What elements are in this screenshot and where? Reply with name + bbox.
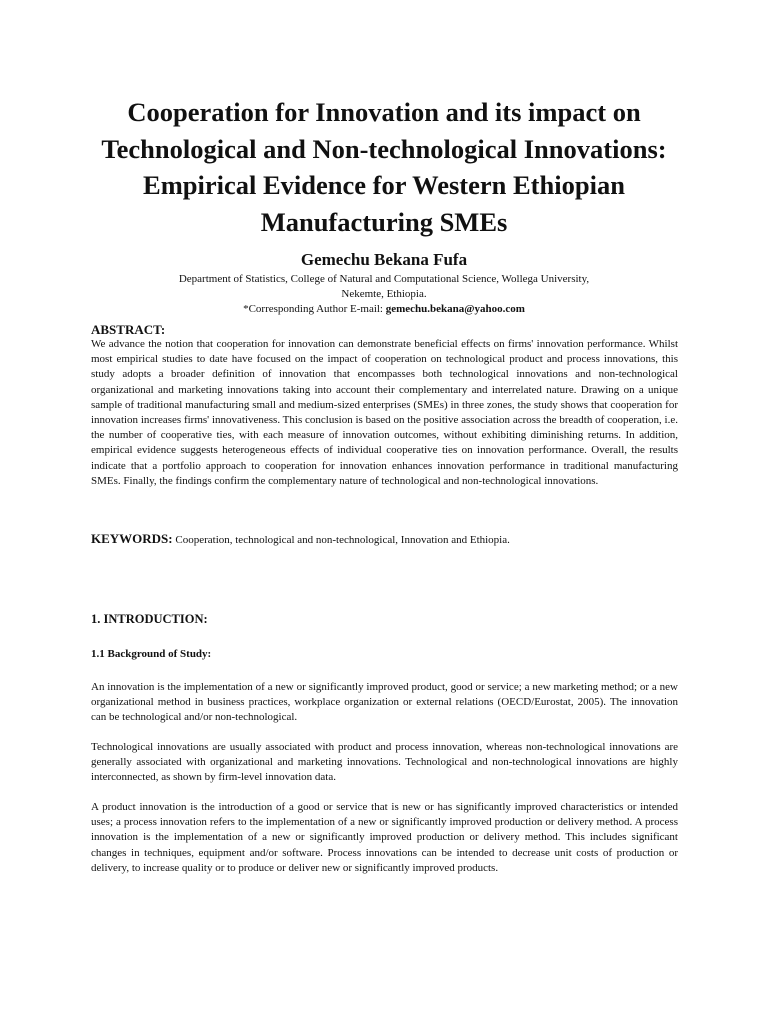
keywords-label: KEYWORDS:	[91, 531, 173, 546]
body-paragraph: A product innovation is the introduction of a good or service that is new or has significantly improved characteristics or intended uses; a process innovation refers to the implementation of a new or significantly improved production or delivery method. A process innovation is the implementation of a new or significantly improved production or delivery method. This includes significant changes in techniques, equipment and/or software. Process innovations can be intended to decrease unit costs of production or delivery, to increase quality or to produce or deliver new or significantly improved products.	[91, 801, 678, 874]
section-heading: 1. INTRODUCTION:	[91, 612, 208, 626]
body-paragraph: An innovation is the implementation of a new or significantly improved product, good or service; a new marketing method; or a new organizational method in business practices, workplace organization or external relations (OECD/Eurostat, 2005). The innovation can be technological and/or non-technological.	[91, 681, 678, 724]
affiliation-line-1: Department of Statistics, College of Natural and Computational Science, Wollega University,	[178, 273, 590, 285]
author-affiliation	[0, 272, 768, 302]
author-name: Gemechu Bekana Fufa	[300, 250, 468, 269]
keywords	[91, 531, 691, 548]
corresponding-label: *Corresponding Author E-mail:	[243, 303, 383, 315]
corresponding-author	[0, 302, 768, 317]
abstract-text: We advance the notion that cooperation for innovation can demonstrate beneficial effects on firms' innovation performance. Whilst most empirical studies to date have focused on the impact of cooperation on technological product and process innovations, this study adopts a broader definition of innovation that encompasses both technological innovations and non-technological organizational and marketing innovations taking into account their complementary and interrelated nature. Drawing on a unique sample of traditional manufacturing small and medium-sized enterprises (SMEs) in three zones, the study shows that cooperation for innovation increases firms' innovativeness. This conclusion is based on the positive association across the breadth of cooperation, i.e. the number of cooperative ties, with each measure of innovation outcomes, without exhibiting diminishing returns. In addition, empirical evidence suggests heterogeneous effects of individual cooperative ties on innovation performance. Overall, the results indicate that a portfolio approach to cooperation for innovation enhances innovation performance in traditional manufacturing SMEs. Finally, the findings confirm the complementary nature of technological and non-technological innovations.	[91, 338, 678, 487]
paper-title: Cooperation for Innovation and its impact on Technological and Non-technological Innovations: Empirical Evidence for Western Ethiopian Manufacturing SMEs	[101, 97, 667, 237]
keywords-text: Cooperation, technological and non-technological, Innovation and Ethiopia.	[175, 534, 510, 546]
corresponding-email: gemechu.bekana@yahoo.com	[385, 303, 525, 315]
subsection-heading: 1.1 Background of Study:	[91, 648, 212, 660]
abstract-heading: ABSTRACT:	[91, 322, 166, 337]
affiliation-line-2: Nekemte, Ethiopia.	[341, 288, 427, 300]
body-paragraph: Technological innovations are usually associated with product and process innovation, whereas non-technological innovations are generally associated with organizational and marketing innovations. Technological and non-technological innovations are highly interconnected, as shown by firm-level innovation data.	[91, 741, 678, 784]
